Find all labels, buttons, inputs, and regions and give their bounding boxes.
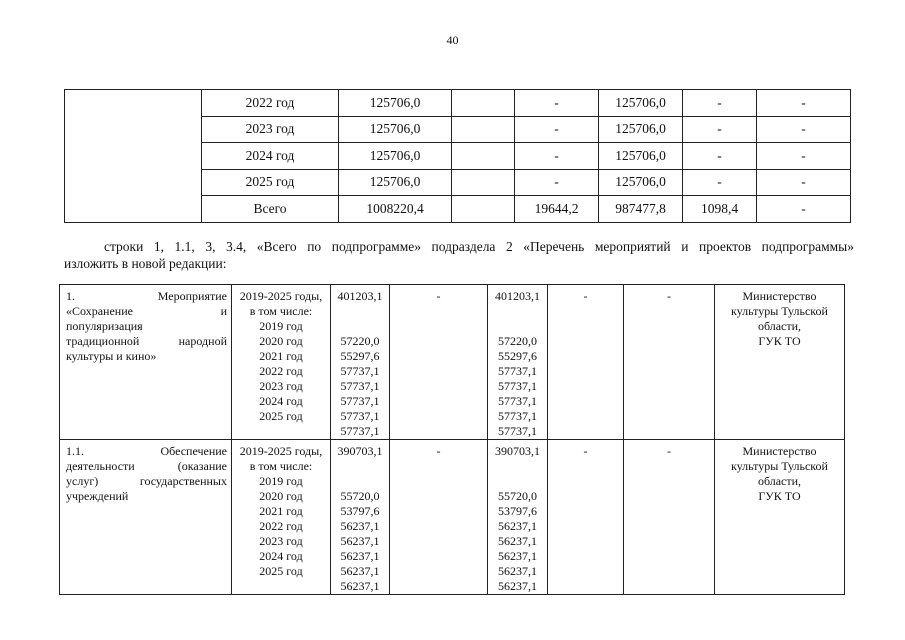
cell-c5: 1098,4 bbox=[683, 196, 757, 223]
paragraph-line-2: изложить в новой редакции: bbox=[64, 256, 227, 271]
year-value: 57737,1 bbox=[340, 364, 380, 378]
regional-sum: 401203,1 bbox=[495, 289, 540, 303]
cell-c4: 987477,8 bbox=[599, 196, 683, 223]
activities-table bbox=[59, 284, 845, 595]
regional-year-value: 53797,6 bbox=[498, 504, 537, 518]
spacer bbox=[331, 304, 389, 334]
executor-line: ГУК ТО bbox=[758, 334, 801, 348]
activity-name-line: популяризация bbox=[66, 319, 143, 333]
period-heading: 2019-2025 годы, bbox=[239, 289, 323, 303]
year-label: 2023 год bbox=[259, 534, 303, 548]
year-label: 2025 год bbox=[259, 564, 303, 578]
activity-name-cell bbox=[60, 440, 232, 595]
activity-row bbox=[60, 285, 845, 440]
spacer bbox=[488, 304, 547, 334]
activity-name-line: услуг) государственных bbox=[66, 474, 227, 488]
other-cell: - bbox=[624, 440, 715, 595]
regional-year-value: 56237,1 bbox=[498, 519, 537, 533]
cell-total: 125706,0 bbox=[339, 143, 452, 170]
regional-year-value: 57737,1 bbox=[498, 424, 537, 438]
cell-total: 125706,0 bbox=[339, 90, 452, 117]
activity-row bbox=[60, 440, 845, 595]
regional-year-value: 57737,1 bbox=[498, 394, 537, 408]
year-value: 56237,1 bbox=[340, 564, 380, 578]
cell-c6: - bbox=[757, 143, 851, 170]
executor-line: области, bbox=[757, 319, 802, 333]
executor-cell bbox=[715, 285, 845, 440]
cell-c6: - bbox=[757, 196, 851, 223]
year-value: 57737,1 bbox=[340, 379, 380, 393]
cell-year: 2025 год bbox=[202, 169, 339, 196]
cell-total: 1008220,4 bbox=[339, 196, 452, 223]
cell-c5: - bbox=[683, 90, 757, 117]
year-value: 56237,1 bbox=[340, 519, 380, 533]
total-sum: 401203,1 bbox=[337, 289, 383, 303]
spacer bbox=[488, 459, 547, 489]
executor-line: области, bbox=[757, 474, 802, 488]
executor-line: Министерство bbox=[742, 444, 817, 458]
regional-year-value: 57220,0 bbox=[498, 334, 537, 348]
total-sum-cell bbox=[331, 285, 390, 440]
year-value: 57737,1 bbox=[340, 424, 380, 438]
cell-c6: - bbox=[757, 169, 851, 196]
period-heading: в том числе: bbox=[249, 304, 313, 318]
table-row bbox=[65, 90, 851, 117]
total-sum: 390703,1 bbox=[337, 444, 383, 458]
executor-line: культуры Тульской bbox=[731, 459, 828, 473]
local-cell: - bbox=[548, 440, 624, 595]
period-cell bbox=[232, 440, 331, 595]
cell-year: 2023 год bbox=[202, 116, 339, 143]
regional-year-value: 56237,1 bbox=[498, 579, 537, 593]
cell-c4: 125706,0 bbox=[599, 116, 683, 143]
cell-c5: - bbox=[683, 143, 757, 170]
activity-name-line: традиционной народной bbox=[66, 334, 227, 348]
row-label-cell bbox=[65, 90, 202, 223]
regional-year-value: 57737,1 bbox=[498, 409, 537, 423]
year-value: 57737,1 bbox=[340, 409, 380, 423]
cell-total: 125706,0 bbox=[339, 169, 452, 196]
year-label: 2024 год bbox=[259, 549, 303, 563]
regional-year-value: 57737,1 bbox=[498, 364, 537, 378]
year-label: 2024 год bbox=[259, 394, 303, 408]
year-label: 2022 год bbox=[259, 519, 303, 533]
regional-sum: 390703,1 bbox=[495, 444, 540, 458]
cell-c4: 125706,0 bbox=[599, 143, 683, 170]
amendment-paragraph bbox=[64, 238, 854, 272]
cell-c6: - bbox=[757, 90, 851, 117]
year-label: 2020 год bbox=[259, 334, 303, 348]
regional-year-value: 56237,1 bbox=[498, 564, 537, 578]
regional-year-value: 56237,1 bbox=[498, 534, 537, 548]
spacer bbox=[331, 459, 389, 489]
cell-c3: 19644,2 bbox=[515, 196, 599, 223]
period-cell bbox=[232, 285, 331, 440]
cell-c3: - bbox=[515, 143, 599, 170]
year-label: 2020 год bbox=[259, 489, 303, 503]
cell-c4: 125706,0 bbox=[599, 90, 683, 117]
cell-c5: - bbox=[683, 116, 757, 143]
cell-c6: - bbox=[757, 116, 851, 143]
year-value: 53797,6 bbox=[340, 504, 380, 518]
cell-c3: - bbox=[515, 169, 599, 196]
year-label: 2021 год bbox=[259, 349, 303, 363]
regional-sum-cell bbox=[488, 285, 548, 440]
period-heading: в том числе: bbox=[249, 459, 313, 473]
federal-cell: - bbox=[390, 285, 488, 440]
executor-line: ГУК ТО bbox=[758, 489, 801, 503]
cell-c5: - bbox=[683, 169, 757, 196]
regional-year-value: 55297,6 bbox=[498, 349, 537, 363]
cell-year: Всего bbox=[202, 196, 339, 223]
cell-year: 2024 год bbox=[202, 143, 339, 170]
activity-name-line: 1. Мероприятие bbox=[66, 289, 227, 303]
federal-cell: - bbox=[390, 440, 488, 595]
cell-total: 125706,0 bbox=[339, 116, 452, 143]
executor-cell bbox=[715, 440, 845, 595]
total-sum-cell bbox=[331, 440, 390, 595]
cell-c2 bbox=[452, 143, 515, 170]
paragraph-line-1: строки 1, 1.1, 3, 3.4, «Всего по подпрограмме» подраздела 2 «Перечень мероприятий и проектов подпрограммы» bbox=[104, 239, 854, 254]
cell-c2 bbox=[452, 90, 515, 117]
year-value: 55297,6 bbox=[340, 349, 380, 363]
executor-line: культуры Тульской bbox=[731, 304, 828, 318]
regional-sum-cell bbox=[488, 440, 548, 595]
page-number: 40 bbox=[446, 33, 459, 47]
cell-c2 bbox=[452, 116, 515, 143]
period-heading: 2019-2025 годы, bbox=[239, 444, 323, 458]
year-label: 2022 год bbox=[259, 364, 303, 378]
regional-year-value: 56237,1 bbox=[498, 549, 537, 563]
year-value: 57737,1 bbox=[340, 394, 380, 408]
local-cell: - bbox=[548, 285, 624, 440]
year-label: 2019 год bbox=[259, 319, 303, 333]
cell-c4: 125706,0 bbox=[599, 169, 683, 196]
activity-name-line: 1.1. Обеспечение bbox=[66, 444, 227, 458]
year-value: 56237,1 bbox=[340, 534, 380, 548]
year-label: 2021 год bbox=[259, 504, 303, 518]
cell-c3: - bbox=[515, 90, 599, 117]
activity-name-line: учреждений bbox=[66, 489, 129, 503]
year-label: 2023 год bbox=[259, 379, 303, 393]
cell-c3: - bbox=[515, 116, 599, 143]
year-label: 2019 год bbox=[259, 474, 303, 488]
cell-c2 bbox=[452, 169, 515, 196]
activity-name-line: деятельности (оказание bbox=[66, 459, 227, 473]
regional-year-value: 57737,1 bbox=[498, 379, 537, 393]
cell-c2 bbox=[452, 196, 515, 223]
activity-name-cell bbox=[60, 285, 232, 440]
executor-line: Министерство bbox=[742, 289, 817, 303]
year-value: 56237,1 bbox=[340, 579, 380, 593]
activity-name-line: «Сохранение и bbox=[66, 304, 227, 318]
cell-year: 2022 год bbox=[202, 90, 339, 117]
activity-name-line: культуры и кино» bbox=[66, 349, 157, 363]
funding-table-top bbox=[64, 89, 851, 223]
regional-year-value: 55720,0 bbox=[498, 489, 537, 503]
year-value: 55720,0 bbox=[340, 489, 380, 503]
year-value: 57220,0 bbox=[340, 334, 380, 348]
year-value: 56237,1 bbox=[340, 549, 380, 563]
other-cell: - bbox=[624, 285, 715, 440]
year-label: 2025 год bbox=[259, 409, 303, 423]
